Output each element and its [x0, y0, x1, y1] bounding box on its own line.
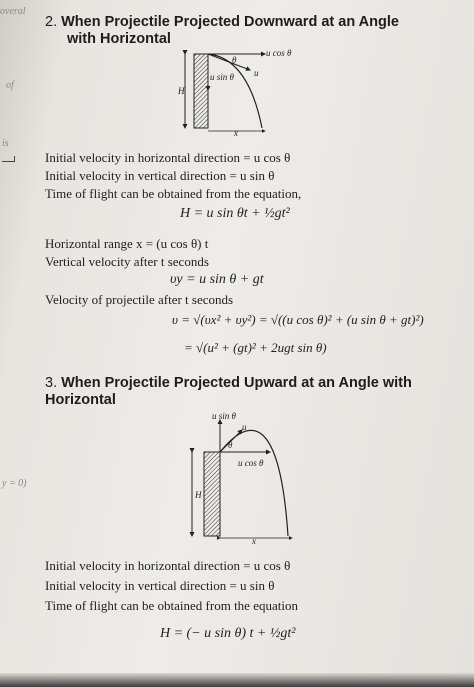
label-u-cos: u cos θ — [266, 48, 292, 58]
label-x: x — [234, 128, 238, 138]
equation-velocity: υ = √(υx² + υy²) = √((u cos θ)² + (u sin θ + gt)²) — [172, 312, 424, 327]
text-line: Initial velocity in vertical direction = u sin θ — [45, 578, 275, 593]
text-line: Time of flight can be obtained from the equation — [45, 598, 298, 613]
equation-vy: υy = u sin θ + gt — [170, 272, 264, 287]
label-theta: θ — [232, 55, 237, 65]
label-x: x — [252, 536, 256, 546]
margin-bracket — [2, 156, 15, 162]
text-line: Velocity of projectile after t seconds — [45, 292, 234, 307]
label-H: H — [178, 86, 185, 96]
trajectory — [208, 54, 262, 128]
label-theta: θ — [228, 440, 233, 450]
tower — [194, 54, 208, 128]
margin-bleed-text: overal — [0, 6, 26, 17]
section-title-cont: with Horizontal — [67, 31, 171, 47]
margin-bleed-text: y = 0) — [2, 478, 27, 489]
section-number: 2. — [45, 14, 58, 30]
label-u: u — [254, 68, 259, 78]
tower — [204, 452, 220, 536]
text-line: Initial velocity in vertical direction = u sin θ — [45, 168, 275, 183]
section-title-cont: Horizontal — [45, 392, 116, 408]
equation-velocity-simplified: = √(u² + (gt)² + 2ugt sin θ) — [184, 340, 327, 355]
text-line: Initial velocity in horizontal direction = u cos θ — [45, 558, 291, 573]
label-u: u — [242, 422, 247, 432]
text-line: Initial velocity in horizontal direction = u cos θ — [45, 150, 291, 165]
section-heading-3 — [45, 375, 412, 409]
equation-time-of-flight: H = u sin θt + ½gt² — [180, 206, 290, 221]
page-bottom-shadow — [0, 673, 474, 687]
label-u-sin: u sin θ — [212, 411, 236, 421]
margin-bleed-text: is — [2, 138, 9, 149]
text-line: Horizontal range x = (u cos θ) t — [45, 236, 209, 251]
section-title: When Projectile Projected Upward at an Angle with — [61, 375, 412, 391]
label-u-sin: u sin θ — [210, 72, 234, 82]
equation-time-of-flight: H = (− u sin θ) t + ½gt² — [160, 626, 296, 641]
text-line: Vertical velocity after t seconds — [45, 254, 209, 269]
label-H: H — [195, 490, 202, 500]
section-number: 3. — [45, 375, 58, 391]
text-line: Time of flight can be obtained from the equation, — [45, 186, 302, 201]
section-title: When Projectile Projected Downward at an Angle — [61, 14, 399, 30]
projectile-downward-diagram — [170, 42, 310, 142]
projectile-upward-diagram — [180, 410, 320, 550]
margin-bleed-text: of — [6, 80, 14, 91]
label-u-cos: u cos θ — [238, 458, 264, 468]
